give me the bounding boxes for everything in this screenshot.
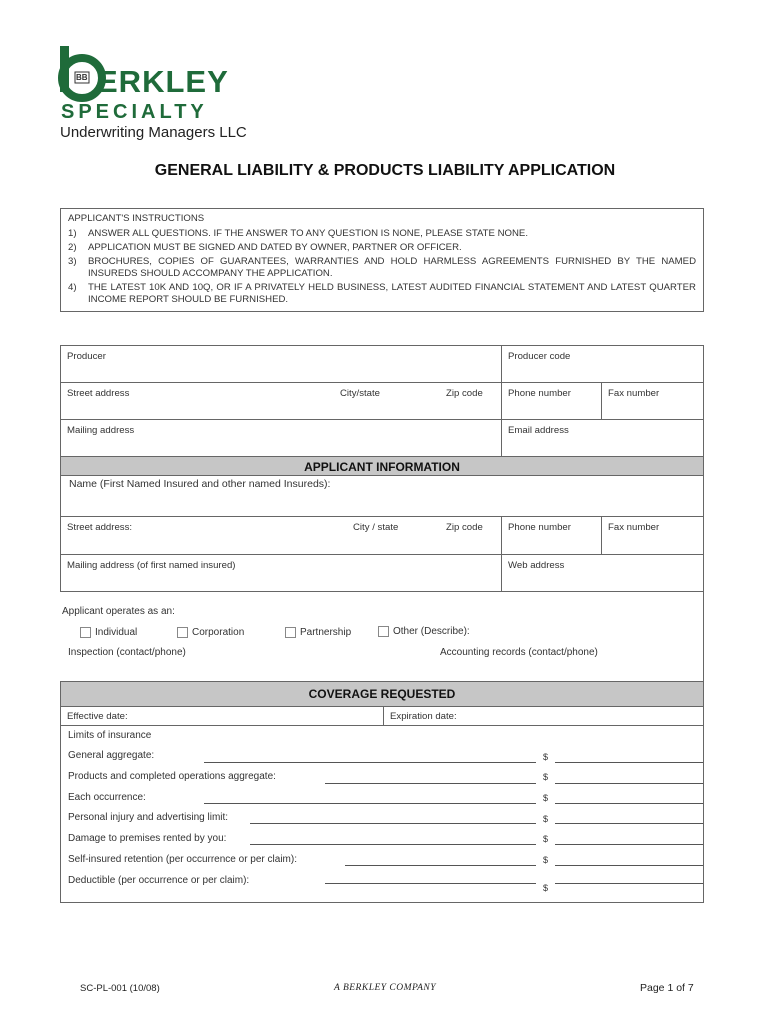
currency-symbol: $	[543, 834, 549, 844]
effective-date-label: Effective date:	[67, 711, 128, 722]
personal-injury-label: Personal injury and advertising limit:	[68, 812, 229, 823]
deductible-label: Deductible (per occurrence or per claim):	[68, 875, 250, 886]
company-logo	[56, 44, 256, 144]
applicant-phone-label: Phone number	[508, 522, 571, 533]
footer-company: A BERKLEY COMPANY	[333, 983, 437, 993]
accounting-label: Accounting records (contact/phone)	[440, 647, 598, 658]
applicant-fax-field[interactable]	[601, 516, 704, 555]
applicant-zip-label: Zip code	[446, 522, 483, 533]
producer-email-label: Email address	[508, 425, 569, 436]
instruction-item	[68, 256, 696, 280]
instruction-number: 2)	[68, 242, 77, 253]
producer-street-label: Street address	[67, 388, 130, 399]
applicant-web-field[interactable]	[501, 554, 704, 592]
applicant-mailing-field[interactable]	[60, 554, 502, 592]
applicant-info-header: APPLICANT INFORMATION	[60, 456, 704, 476]
instruction-number: 4)	[68, 282, 77, 293]
logo-subtitle: Underwriting Managers LLC	[60, 124, 247, 141]
currency-symbol: $	[543, 793, 549, 803]
general-aggregate-line[interactable]	[204, 762, 536, 763]
each-occurrence-label: Each occurrence:	[68, 792, 146, 803]
partnership-label: Partnership	[300, 627, 352, 638]
instruction-number: 3)	[68, 256, 77, 267]
individual-label: Individual	[95, 627, 138, 638]
option-corporation[interactable]	[177, 627, 244, 638]
currency-symbol: $	[543, 814, 549, 824]
products-aggregate-amount[interactable]	[555, 783, 703, 784]
producer-code-label: Producer code	[508, 351, 571, 362]
applicant-street-field[interactable]	[60, 516, 502, 555]
instruction-item	[68, 282, 696, 306]
instructions-box	[60, 208, 704, 312]
instruction-text: ANSWER ALL QUESTIONS. IF THE ANSWER TO ANY QUESTION IS NONE, PLEASE STATE NONE.	[88, 228, 528, 239]
currency-symbol: $	[543, 752, 549, 762]
corporation-label: Corporation	[192, 627, 245, 638]
instruction-text: APPLICATION MUST BE SIGNED AND DATED BY OWNER, PARTNER OR OFFICER.	[88, 242, 462, 253]
producer-label: Producer	[67, 351, 106, 362]
producer-fax-label: Fax number	[608, 388, 660, 399]
inspection-label: Inspection (contact/phone)	[68, 647, 186, 658]
other-label: Other (Describe):	[393, 626, 470, 637]
individual-checkbox[interactable]	[80, 627, 91, 638]
deductible-amount[interactable]	[555, 883, 703, 884]
producer-street-field[interactable]	[60, 382, 502, 420]
each-occurrence-amount[interactable]	[555, 803, 703, 804]
personal-injury-line[interactable]	[250, 823, 536, 824]
page-title: GENERAL LIABILITY & PRODUCTS LIABILITY APPLICATION	[154, 162, 616, 179]
damage-premises-label: Damage to premises rented by you:	[68, 833, 227, 844]
instruction-item	[68, 228, 696, 240]
applicant-phone-field[interactable]	[501, 516, 602, 555]
expiration-date-field[interactable]	[383, 706, 704, 726]
partnership-checkbox[interactable]	[285, 627, 296, 638]
applicant-city-label: City / state	[353, 522, 399, 533]
logo-badge: BB	[76, 73, 88, 82]
damage-premises-line[interactable]	[250, 844, 536, 845]
logo-wordmark: ERKLEY	[97, 64, 229, 99]
producer-phone-label: Phone number	[508, 388, 571, 399]
operates-as-label: Applicant operates as an:	[62, 606, 175, 617]
applicant-name-label: Name (First Named Insured and other named Insureds):	[69, 478, 331, 490]
general-aggregate-amount[interactable]	[555, 762, 703, 763]
self-insured-amount[interactable]	[555, 865, 703, 866]
products-aggregate-label: Products and completed operations aggregate:	[68, 771, 276, 782]
applicant-mailing-label: Mailing address (of first named insured)	[67, 560, 236, 571]
limits-label: Limits of insurance	[68, 730, 152, 741]
producer-phone-field[interactable]	[501, 382, 602, 420]
products-aggregate-line[interactable]	[325, 783, 536, 784]
coverage-header: COVERAGE REQUESTED	[60, 681, 704, 707]
damage-premises-amount[interactable]	[555, 844, 703, 845]
instruction-number: 1)	[68, 228, 77, 239]
currency-symbol: $	[543, 855, 549, 865]
producer-field[interactable]	[60, 345, 502, 383]
expiration-date-label: Expiration date:	[390, 711, 457, 722]
self-insured-line[interactable]	[345, 865, 536, 866]
producer-email-field[interactable]	[501, 419, 704, 457]
form-id: SC-PL-001 (10/08)	[80, 983, 160, 994]
applicant-web-label: Web address	[508, 560, 565, 571]
applicant-street-label: Street address:	[67, 522, 133, 533]
deductible-line[interactable]	[325, 883, 536, 884]
applicant-name-field[interactable]	[60, 475, 704, 517]
producer-mailing-field[interactable]	[60, 419, 502, 457]
general-aggregate-label: General aggregate:	[68, 750, 155, 761]
instruction-item	[68, 242, 696, 254]
producer-code-field[interactable]	[501, 345, 704, 383]
instruction-text: THE LATEST 10K AND 10Q, OR IF A PRIVATELY HELD BUSINESS, LATEST AUDITED FINANCIAL STATEMENT AND LATEST QUARTER INCOME REPORT SHOULD BE FURNISHED.	[88, 282, 696, 305]
currency-symbol: $	[543, 883, 549, 893]
corporation-checkbox[interactable]	[177, 627, 188, 638]
option-individual[interactable]	[80, 627, 137, 638]
each-occurrence-line[interactable]	[204, 803, 536, 804]
producer-zip-label: Zip code	[446, 388, 483, 399]
option-partnership[interactable]	[285, 627, 351, 638]
producer-fax-field[interactable]	[601, 382, 704, 420]
personal-injury-amount[interactable]	[555, 823, 703, 824]
instructions-heading: APPLICANT'S INSTRUCTIONS	[68, 213, 205, 224]
instruction-text: BROCHURES, COPIES OF GUARANTEES, WARRANTIES AND HOLD HARMLESS AGREEMENTS FURNISHED BY THE NAMED INSUREDS SHOULD ACCOMPANY THE APPLICATION.	[88, 256, 696, 279]
self-insured-label: Self-insured retention (per occurrence or per claim):	[68, 854, 297, 865]
effective-date-field[interactable]	[60, 706, 384, 726]
option-other[interactable]	[378, 626, 470, 637]
producer-mailing-label: Mailing address	[67, 425, 135, 436]
currency-symbol: $	[543, 772, 549, 782]
producer-city-label: City/state	[340, 388, 380, 399]
applicant-fax-label: Fax number	[608, 522, 660, 533]
page-number: Page 1 of 7	[640, 982, 694, 994]
other-checkbox[interactable]	[378, 626, 389, 637]
logo-specialty: SPECIALTY	[61, 101, 208, 123]
